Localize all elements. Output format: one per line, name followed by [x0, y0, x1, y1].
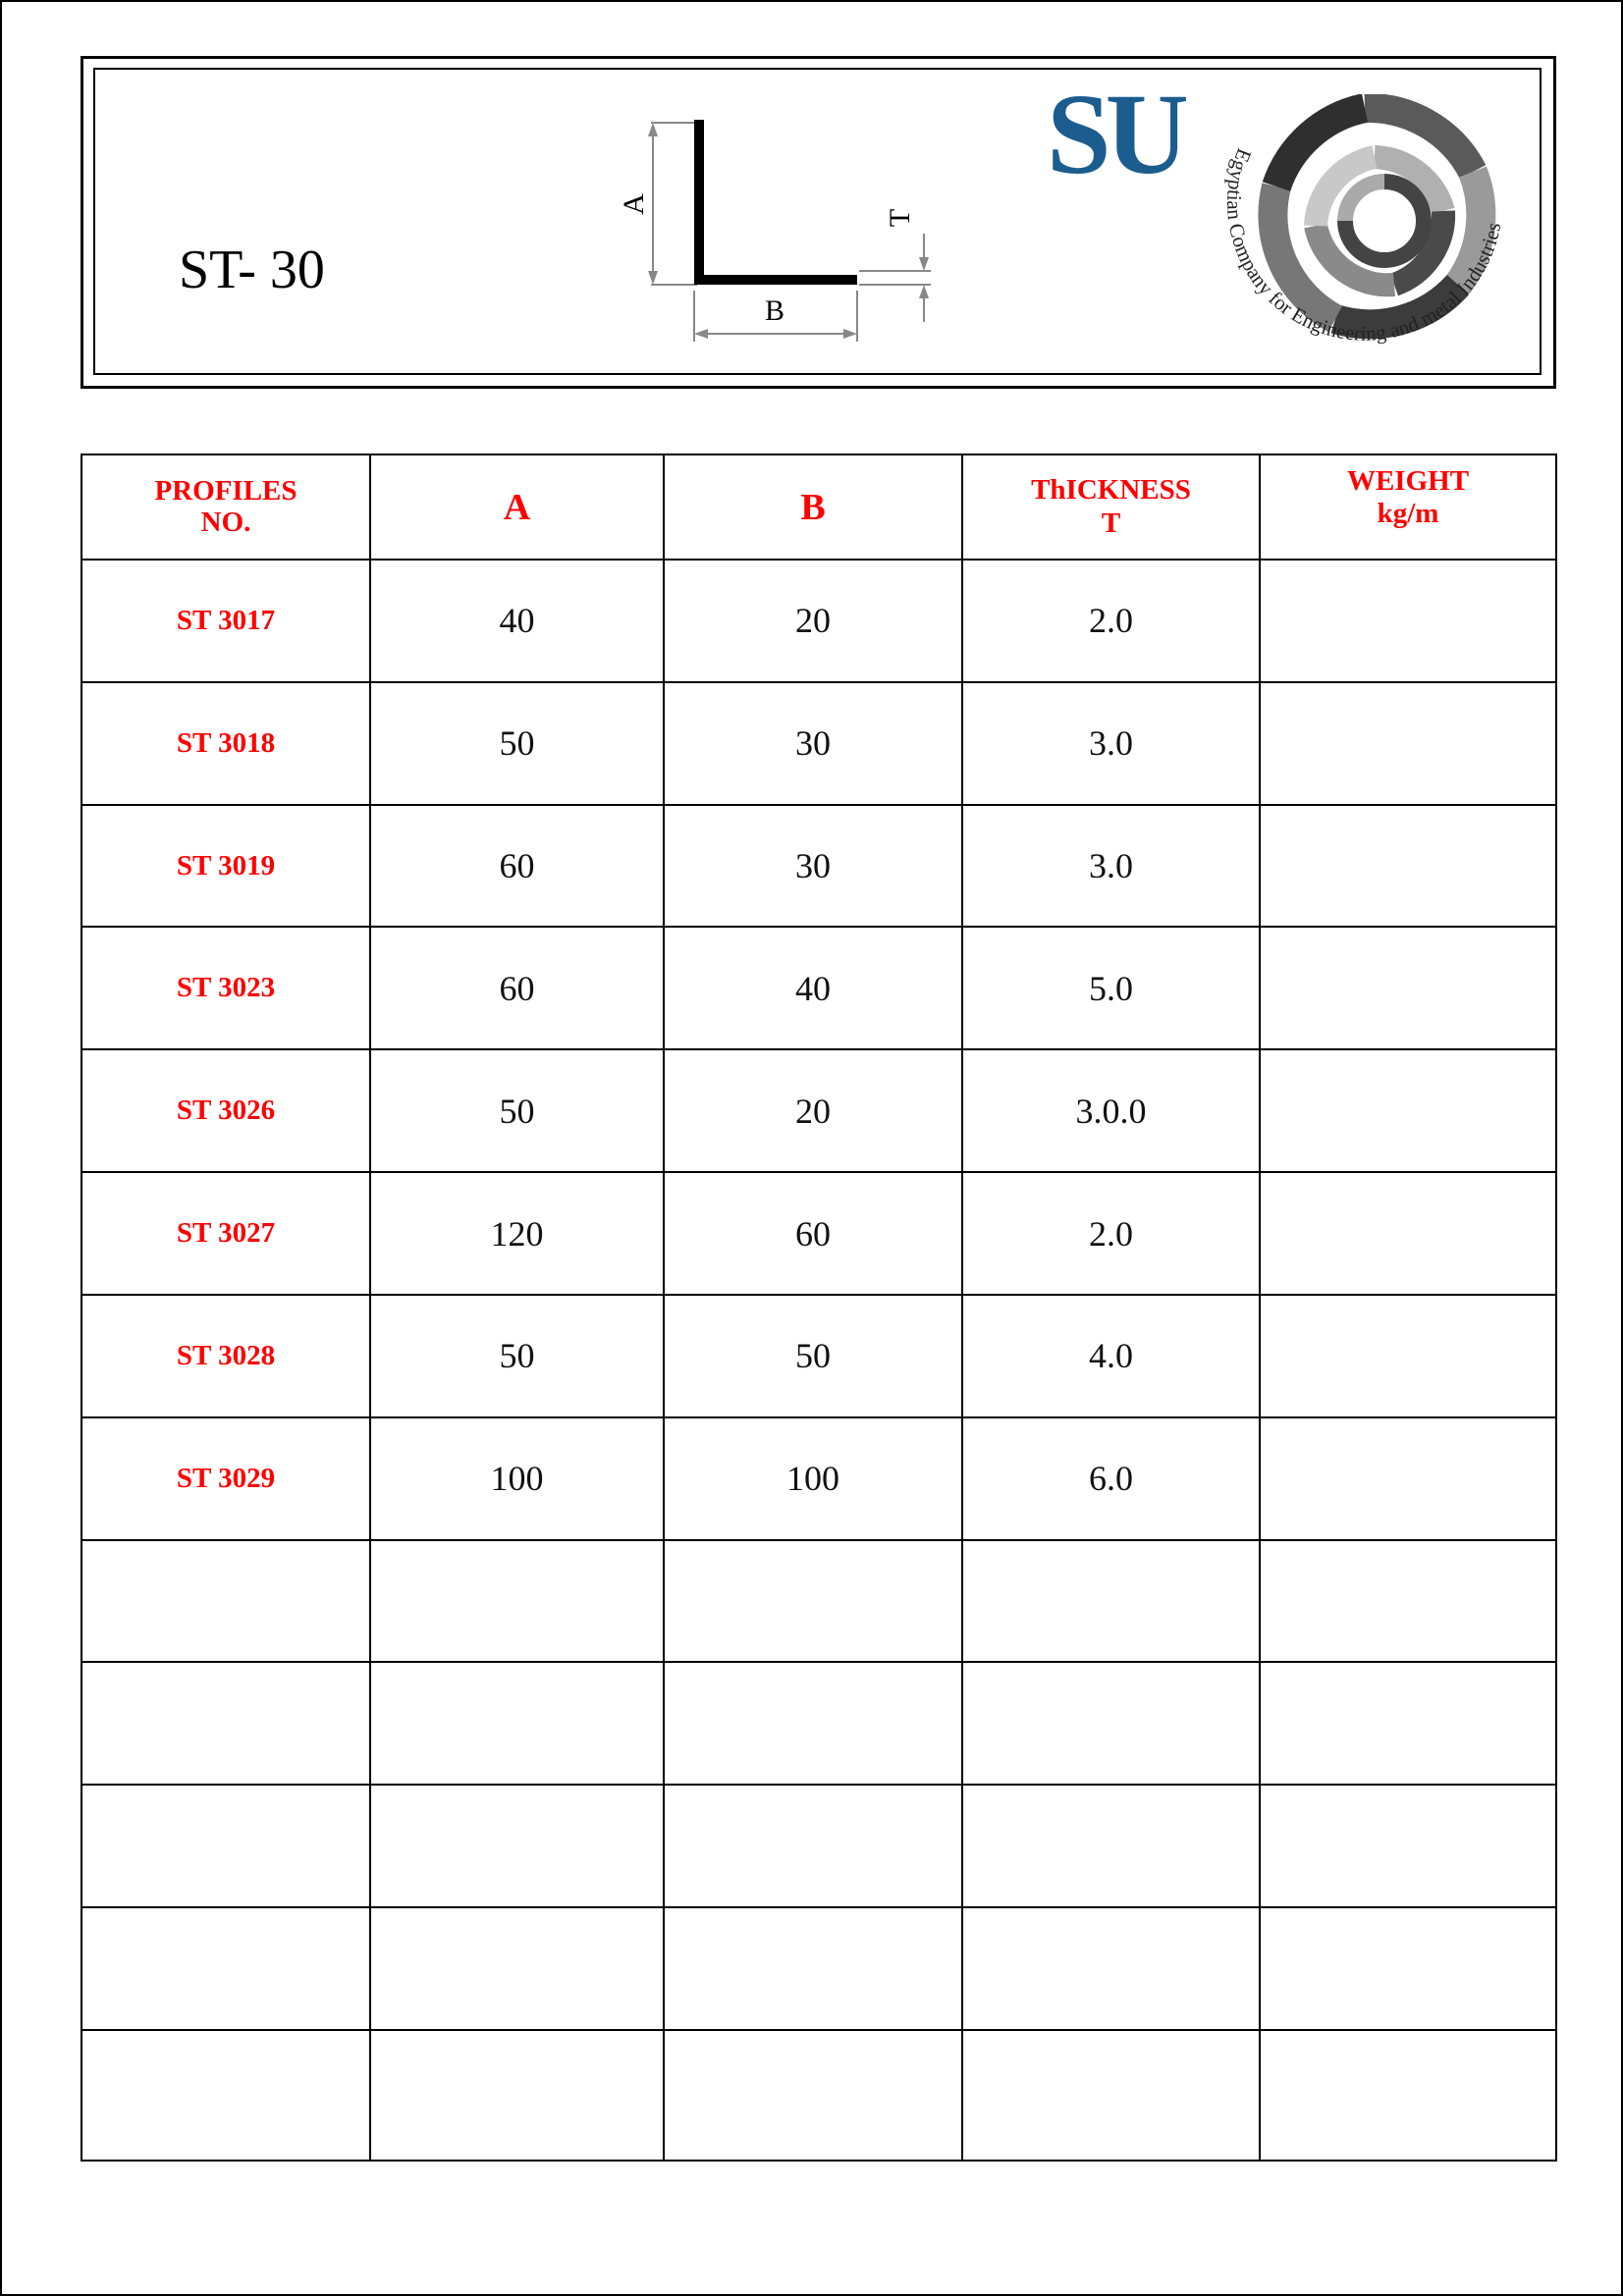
company-logo [1210, 94, 1514, 359]
empty-cell [1260, 1785, 1556, 1907]
column-header-weight: WEIGHT kg/m [1260, 454, 1556, 560]
table-header-row [81, 454, 1556, 560]
dimension-b-cell: 40 [664, 927, 962, 1049]
weight-cell [1260, 560, 1556, 682]
dimension-label-t: T [884, 208, 916, 228]
profile-number-cell: ST 3019 [81, 805, 370, 928]
dimension-a-cell: 40 [370, 560, 664, 682]
dimension-a-cell: 120 [370, 1172, 664, 1295]
angle-profile-diagram [609, 108, 943, 353]
empty-cell [1260, 2030, 1556, 2161]
empty-cell [81, 1785, 370, 1907]
weight-cell [1260, 1295, 1556, 1417]
empty-cell [81, 1662, 370, 1785]
profile-number-cell: ST 3017 [81, 560, 370, 682]
weight-cell [1260, 682, 1556, 805]
empty-cell [962, 1540, 1260, 1663]
brand-logo-text: SU [1047, 70, 1183, 198]
thickness-cell: 3.0 [962, 682, 1260, 805]
empty-cell [664, 1907, 962, 2030]
profile-number-cell: ST 3027 [81, 1172, 370, 1295]
empty-cell [1260, 1662, 1556, 1785]
empty-cell [370, 1785, 664, 1907]
dimension-a-cell: 50 [370, 1295, 664, 1417]
empty-table-row [81, 1785, 1556, 1907]
empty-cell [962, 1662, 1260, 1785]
table-row [81, 682, 1556, 805]
dimension-label-b: B [764, 294, 785, 327]
weight-cell [1260, 927, 1556, 1049]
dimension-a-cell: 50 [370, 1049, 664, 1172]
empty-cell [81, 2030, 370, 2161]
dimension-b-cell: 30 [664, 682, 962, 805]
column-header-a: A [370, 454, 664, 560]
empty-cell [370, 1540, 664, 1663]
thickness-cell: 2.0 [962, 1172, 1260, 1295]
column-header-thickness: ThICKNESS T [962, 454, 1260, 560]
thickness-cell: 3.0.0 [962, 1049, 1260, 1172]
column-header-b: B [664, 454, 962, 560]
empty-cell [664, 1662, 962, 1785]
empty-cell [664, 1540, 962, 1663]
table-row [81, 1295, 1556, 1417]
empty-cell [370, 1907, 664, 2030]
empty-cell [962, 1907, 1260, 2030]
empty-cell [370, 2030, 664, 2161]
thickness-cell: 6.0 [962, 1417, 1260, 1540]
table-row [81, 1049, 1556, 1172]
empty-table-row [81, 2030, 1556, 2161]
table-row [81, 805, 1556, 928]
table-row [81, 1172, 1556, 1295]
dimension-b-cell: 60 [664, 1172, 962, 1295]
dimension-b-cell: 30 [664, 805, 962, 928]
empty-cell [664, 1785, 962, 1907]
dimension-label-a: A [618, 193, 650, 215]
empty-table-row [81, 1540, 1556, 1663]
profile-number-cell: ST 3026 [81, 1049, 370, 1172]
weight-cell [1260, 805, 1556, 928]
empty-table-row [81, 1662, 1556, 1785]
dimension-b-cell: 50 [664, 1295, 962, 1417]
angle-profile-shape [694, 120, 857, 285]
table-row [81, 1417, 1556, 1540]
weight-cell [1260, 1417, 1556, 1540]
column-header-profiles: PROFILES NO. [81, 454, 370, 560]
empty-cell [1260, 1907, 1556, 2030]
table-row [81, 560, 1556, 682]
dimension-a-cell: 60 [370, 927, 664, 1049]
dimension-b-cell: 20 [664, 560, 962, 682]
empty-cell [962, 2030, 1260, 2161]
company-name-arc: Egyptian Company for Engineering and metal Industries [1221, 145, 1506, 346]
weight-cell [1260, 1049, 1556, 1172]
profile-number-cell: ST 3029 [81, 1417, 370, 1540]
profiles-table [81, 454, 1557, 2162]
dimension-a-cell: 100 [370, 1417, 664, 1540]
table-row [81, 927, 1556, 1049]
thickness-cell: 4.0 [962, 1295, 1260, 1417]
product-code-title: ST- 30 [179, 240, 325, 300]
dimension-a-cell: 60 [370, 805, 664, 928]
weight-cell [1260, 1172, 1556, 1295]
dimension-a-cell: 50 [370, 682, 664, 805]
profile-number-cell: ST 3018 [81, 682, 370, 805]
thickness-cell: 2.0 [962, 560, 1260, 682]
dimension-b-cell: 20 [664, 1049, 962, 1172]
profile-number-cell: ST 3028 [81, 1295, 370, 1417]
dimension-b-cell: 100 [664, 1417, 962, 1540]
empty-cell [81, 1540, 370, 1663]
empty-cell [370, 1662, 664, 1785]
thickness-cell: 3.0 [962, 805, 1260, 928]
empty-cell [962, 1785, 1260, 1907]
thickness-cell: 5.0 [962, 927, 1260, 1049]
profile-number-cell: ST 3023 [81, 927, 370, 1049]
empty-cell [81, 1907, 370, 2030]
empty-cell [1260, 1540, 1556, 1663]
empty-table-row [81, 1907, 1556, 2030]
empty-cell [664, 2030, 962, 2161]
